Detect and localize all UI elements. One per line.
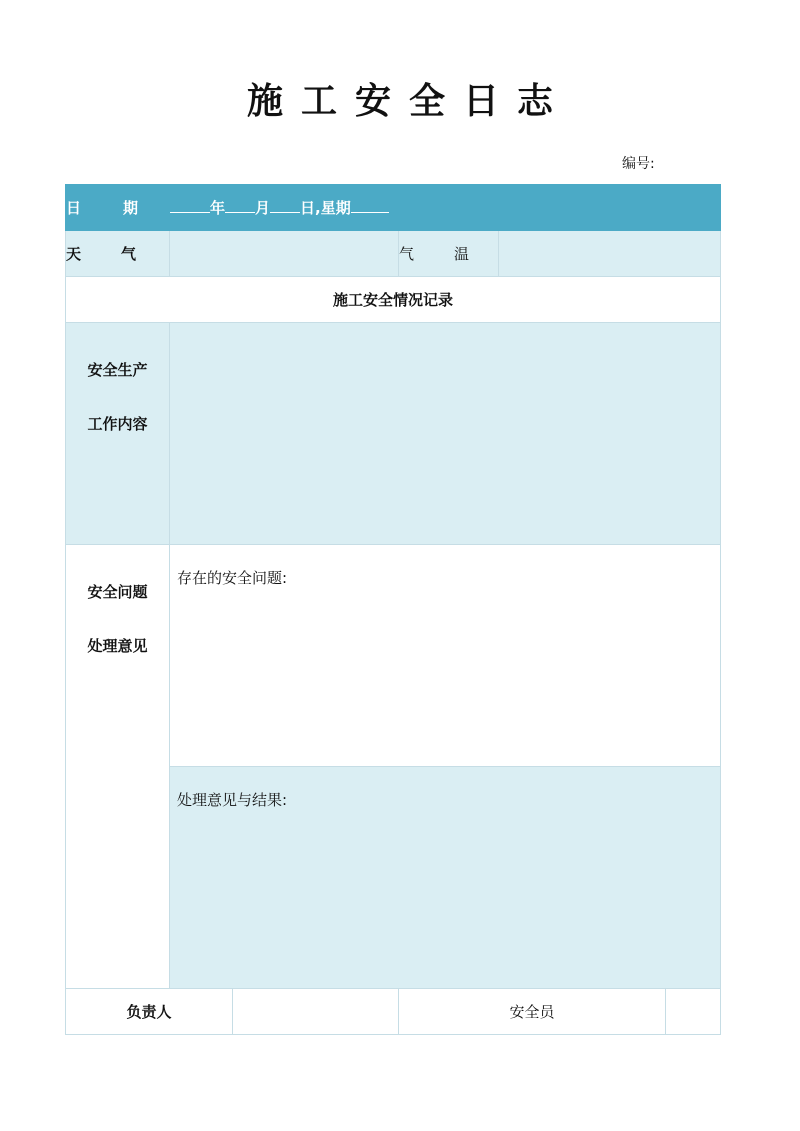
- year-label: 年: [210, 199, 226, 217]
- day-blank[interactable]: [270, 198, 300, 213]
- safety-officer-value-cell[interactable]: [666, 989, 721, 1035]
- day-label: 日,: [300, 199, 321, 217]
- safety-officer-label: 安全员: [399, 989, 666, 1035]
- existing-issues-cell[interactable]: [170, 545, 721, 767]
- weather-row: [66, 231, 721, 277]
- production-label-line1: 安全生产: [87, 361, 148, 379]
- responsible-value-cell[interactable]: [233, 989, 399, 1035]
- month-label: 月: [255, 199, 271, 217]
- production-label-line2: 工作内容: [87, 415, 148, 433]
- weather-label-left: 天: [66, 245, 82, 263]
- temperature-value-cell[interactable]: [499, 231, 721, 277]
- production-content-cell[interactable]: [170, 323, 721, 545]
- issues-label-line1: 安全问题: [87, 583, 148, 601]
- signature-row: [66, 989, 721, 1035]
- date-fill-cell[interactable]: [170, 185, 721, 231]
- production-label-cell: [66, 323, 170, 545]
- year-blank[interactable]: [170, 198, 210, 213]
- weekday-blank[interactable]: [351, 198, 389, 213]
- section-title: 施工安全情况记录: [66, 277, 721, 323]
- temperature-label-right: 温: [454, 245, 470, 263]
- serial-number-label: 编号:: [622, 156, 655, 172]
- responsible-label: 负责人: [66, 989, 233, 1035]
- weather-value-cell[interactable]: [170, 231, 399, 277]
- month-blank[interactable]: [225, 198, 255, 213]
- date-row: [66, 185, 721, 231]
- existing-issues-row: [66, 545, 721, 767]
- issues-label-line2: 处理意见: [87, 637, 148, 655]
- handling-result-label: 处理意见与结果:: [177, 791, 288, 809]
- date-label-cell: [66, 185, 170, 231]
- date-label-left: 日: [66, 199, 82, 217]
- temperature-label-cell: [399, 231, 499, 277]
- production-row: [66, 323, 721, 545]
- weather-label-right: 气: [121, 245, 137, 263]
- existing-issues-label: 存在的安全问题:: [177, 569, 288, 587]
- safety-log-table: [65, 184, 721, 1035]
- issues-label-cell: [66, 545, 170, 989]
- section-title-row: [66, 277, 721, 323]
- date-label-right: 期: [123, 199, 139, 217]
- temperature-label-left: 气: [399, 245, 415, 263]
- weather-label-cell: [66, 231, 170, 277]
- document-title: 施工安全日志: [246, 81, 571, 122]
- weekday-label: 星期: [320, 199, 351, 217]
- handling-result-cell[interactable]: [170, 767, 721, 989]
